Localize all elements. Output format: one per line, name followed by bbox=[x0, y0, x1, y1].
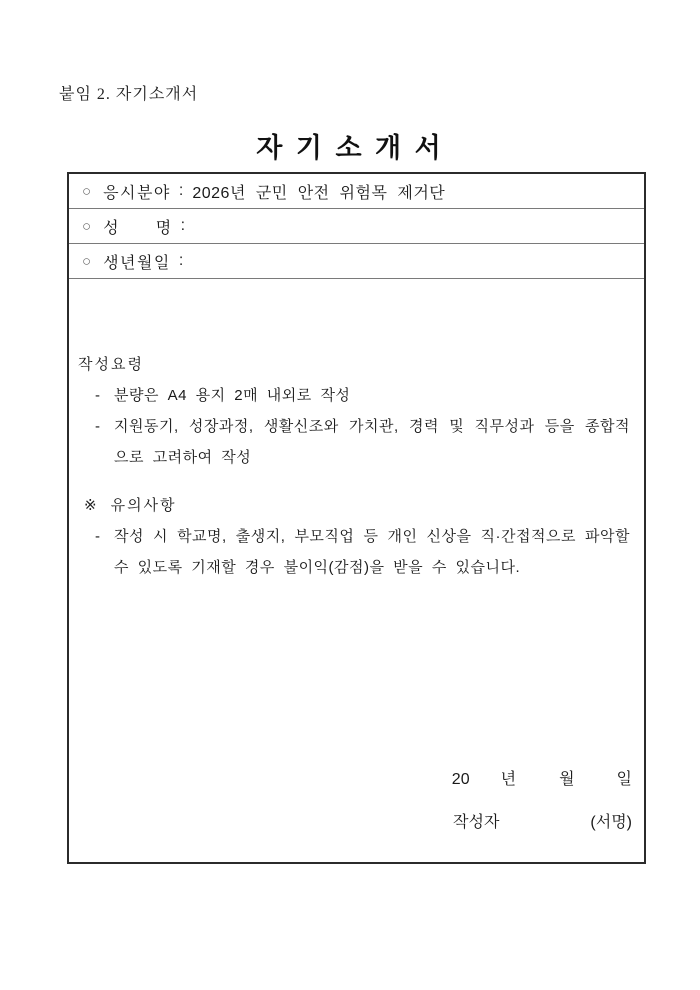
guidelines-section bbox=[78, 350, 630, 473]
notes-section bbox=[78, 491, 630, 583]
signature-field: (서명) bbox=[590, 814, 632, 831]
note-item bbox=[78, 521, 630, 583]
date-day-label: 일 bbox=[616, 771, 632, 788]
field-label-name: 성 명 bbox=[103, 219, 173, 237]
field-colon: : bbox=[178, 182, 184, 199]
date-year-label: 년 bbox=[500, 771, 517, 788]
signature-label: 작성자 bbox=[453, 814, 500, 831]
circle-bullet-icon: ○ bbox=[82, 217, 92, 235]
attachment-label: 붙임 2. 자기소개서 bbox=[59, 86, 199, 103]
page-title: 자 기 소 개 서 bbox=[256, 133, 444, 163]
field-colon: : bbox=[180, 217, 186, 234]
field-row-name bbox=[69, 209, 644, 244]
field-row-category bbox=[69, 174, 644, 209]
field-row-birthdate bbox=[69, 244, 644, 279]
body-cell bbox=[69, 279, 644, 860]
dash-bullet: - bbox=[95, 528, 101, 545]
circle-bullet-icon: ○ bbox=[82, 252, 92, 270]
notes-heading-text: 유의사항 bbox=[110, 497, 177, 514]
signature-line bbox=[452, 813, 632, 833]
guideline-item bbox=[78, 411, 630, 473]
field-value-category: 2026년 군민 안전 위험목 제거단 bbox=[192, 184, 446, 202]
guidelines-heading: 작성요령 bbox=[78, 356, 144, 373]
guideline-item bbox=[78, 380, 630, 411]
date-month-label: 월 bbox=[559, 771, 575, 788]
date-year-prefix: 20 bbox=[451, 771, 470, 788]
notes-heading bbox=[78, 491, 630, 521]
field-colon: : bbox=[178, 252, 184, 269]
dash-bullet: - bbox=[95, 418, 101, 435]
guideline-item-text: 분량은 A4 용지 2매 내외로 작성 bbox=[114, 387, 351, 404]
form-table bbox=[67, 172, 646, 864]
guideline-item-text: 지원동기, 성장과정, 생활신조와 가치관, 경력 및 직무성과 등을 종합적으로 고려하여 작성 bbox=[114, 418, 630, 466]
field-label-category: 응시분야 bbox=[103, 184, 171, 202]
reference-mark-icon: ※ bbox=[84, 497, 99, 514]
dash-bullet: - bbox=[95, 387, 101, 404]
circle-bullet-icon: ○ bbox=[82, 182, 92, 200]
date-line bbox=[452, 770, 632, 790]
note-item-text: 작성 시 학교명, 출생지, 부모직업 등 개인 신상을 직·간접적으로 파악할 수 있도록 기재할 경우 불이익(감점)을 받을 수 있습니다. bbox=[114, 528, 630, 576]
date-signature-block bbox=[452, 770, 632, 833]
field-label-birthdate: 생년월일 bbox=[103, 254, 171, 272]
